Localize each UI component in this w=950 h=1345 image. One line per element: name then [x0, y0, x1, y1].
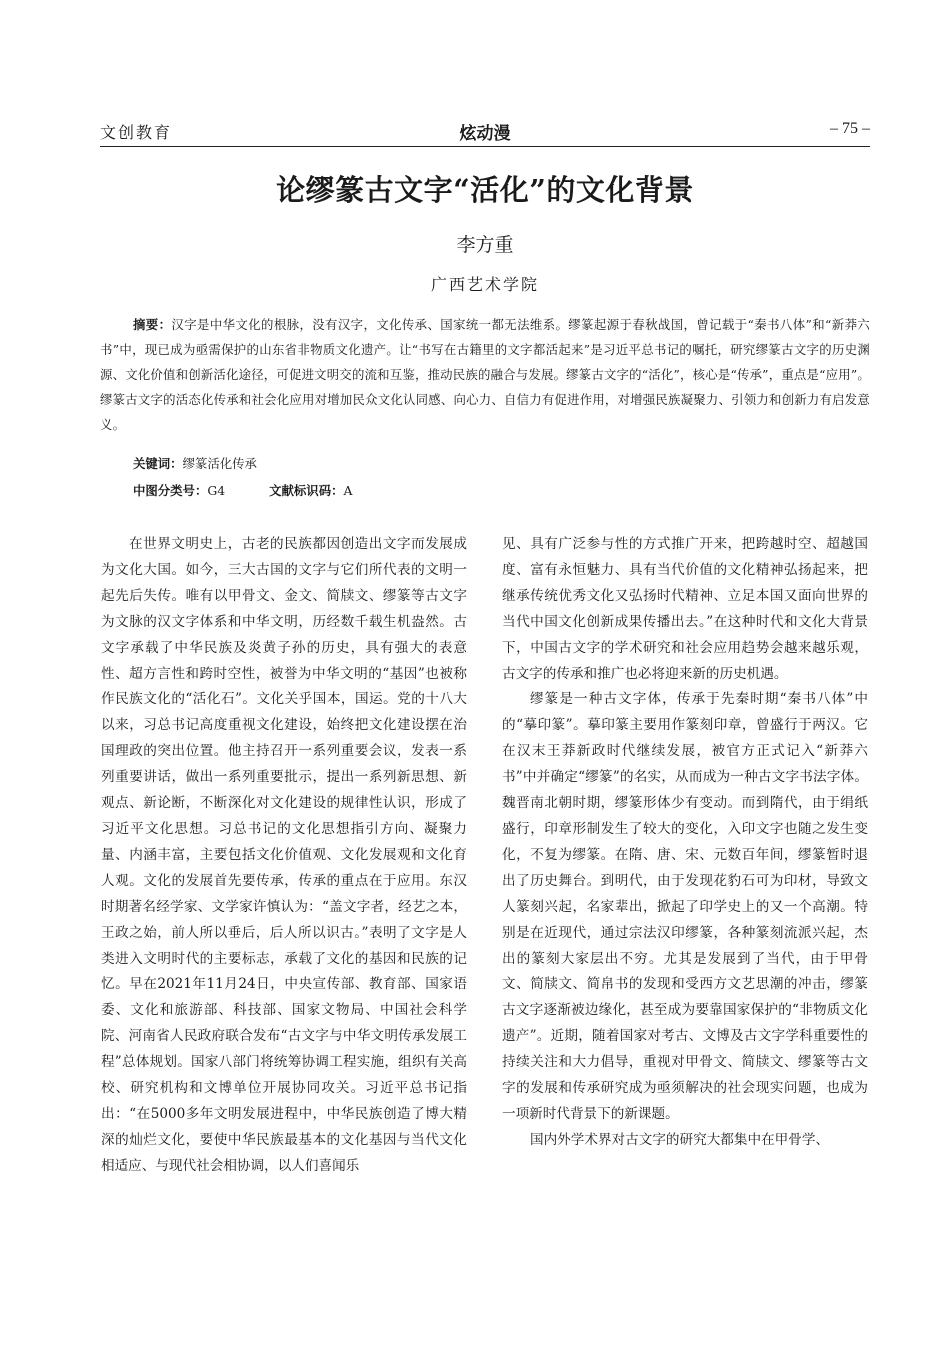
- abstract: [100, 312, 870, 437]
- author-name: 李方重: [456, 234, 514, 256]
- body-paragraph: 见、具有广泛参与性的方式推广开来，把跨越时空、超越国度、富有永恒魅力、具有当代价值的文化精神弘扬起来，把继承传统优秀文化又弘扬时代精神、立足本国又面向世界的当代中国文化创新成果传播出去。”在这种时代和文化大背景下，中国古文字的学术研究和社会应用趋势会越来越乐观，古文字的传承和推广也必将迎来新的历史机遇。: [502, 536, 868, 682]
- abstract-label: 摘要：: [133, 317, 172, 332]
- body-column-right: [502, 532, 868, 1154]
- keywords-text: 缪篆活化传承: [182, 456, 257, 471]
- affiliation: 广西艺术学院: [430, 275, 539, 294]
- body-paragraph: 在世界文明史上，古老的民族都因创造出文字而发展成为文化大国。如今，三大古国的文字与它们所代表的文明一起先后失传。唯有以甲骨文、金文、简牍文、缪篆等古文字为文脉的汉文字体系和中华文明，历经数千载生机盎然。古文字承载了中华民族及炎黄子孙的历史，具有强大的表意性、超方言性和跨时空性，被誉为中华文明的“基因”也被称作民族文化的“活化石”。文化关乎国本，国运。党的十八大以来，习总书记高度重视文化建设，始终把文化建设摆在治国理政的突出位置。他主持召开一系列重要会议，发表一系列重要讲话，做出一系列重要批示，提出一系列新思想、新观点、新论断，不断深化对文化建设的规律性认识，形成了习近平文化思想。习总书记的文化思想指引方向、凝聚力量、内涵丰富，主要包括文化价值观、文化发展观和文化育人观。文化的发展首先要传承，传承的重点在于应用。东汉时期著名经学家、文学家许慎认为：“盖文字者，经艺之本，王政之始，前人所以垂后，后人所以识古。”表明了文字是人类进入文明时代的主要标志，承载了文化的基因和民族的记忆。早在2021年11月24日，中央宣传部、教育部、国家语委、文化和旅游部、科技部、国家文物局、中国社会科学院、河南省人民政府联合发布“古文字与中华文明传承发展工程”总体规划。国家八部门将统筹协调工程实施，组织有关高校、研究机构和文博单位开展协同攻关。习近平总书记指出：“在5000多年文明发展进程中，中华民族创造了博大精深的灿烂文化，要使中华民族最基本的文化基因与当代文化相适应、与现代社会相协调，以人们喜闻乐: [101, 536, 467, 1174]
- doc-code-label: 文献标识码：: [269, 483, 344, 498]
- doc-code-value: A: [343, 483, 353, 498]
- running-header: [100, 118, 870, 147]
- classification-line: [133, 481, 352, 499]
- keywords-label: 关键词：: [133, 456, 183, 471]
- body-paragraph: 国内外学术界对古文字的研究大都集中在甲骨学、: [530, 1131, 830, 1148]
- page-number: – 75 –: [830, 120, 870, 137]
- journal-section: 文创教育: [100, 123, 173, 142]
- clc-value: G4: [207, 483, 226, 498]
- journal-name: 炫动漫: [459, 124, 511, 144]
- body-paragraph: 缪篆是一种古文字体，传承于先秦时期“秦书八体”中的“摹印篆”。摹印篆主要用作篆刻印章，曾盛行于两汉。它在汉末王莽新政时代继续发展，被官方正式记入“新莽六书”中并确定“缪篆”的名实，从而成为一种古文字书法字体。魏晋南北朝时期，缪篆形体少有变动。而到隋代，由于绢纸盛行，印章形制发生了较大的变化，入印文字也随之发生变化，不复为缪篆。在隋、唐、宋、元数百年间，缪篆暂时退出了历史舞台。到明代，由于发现花豹石可为印材，导致文人篆刻兴起，名家辈出，掀起了印学史上的又一个高潮。特别是在近现代，通过宗法汉印缪篆，各种篆刻流派兴起，杰出的篆刻大家层出不穷。尤其是发展到了当代，由于甲骨文、简牍文、简帛书的发现和受西方文艺思潮的冲击，缪篆古文字逐渐被边缘化，甚至成为要靠国家保护的“非物质文化遗产”。近期，随着国家对考古、文博及古文字学科重要性的持续关注和大力倡导，重视对甲骨文、简牍文、缪篆等古文字的发展和传承研究成为亟须解决的社会现实问题，也成为一项新时代背景下的新课题。: [502, 691, 868, 1122]
- abstract-text: 汉字是中华文化的根脉，没有汉字，文化传承、国家统一都无法维系。缪篆起源于春秋战国，曾记载于“秦书八体”和“新莽六书”中，现已成为亟需保护的山东省非物质文化遗产。让“书写在古籍里的文字都活起来”是习近平总书记的嘱托，研究缪篆古文字的历史渊源、文化价值和创新活化途径，可促进文明交的流和互鉴，推动民族的融合与发展。缪篆古文字的“活化”，核心是“传承”，重点是“应用”。缪篆古文字的活态化传承和社会化应用对增加民众文化认同感、向心力、自信力有促进作用，对增强民族凝聚力、引领力和创新力有启发意义。: [100, 317, 871, 432]
- article-title: 论缪篆古文字“活化”的文化背景: [276, 173, 694, 207]
- clc-label: 中图分类号：: [133, 483, 208, 498]
- body-column-left: [101, 532, 467, 1180]
- keywords: [133, 454, 257, 472]
